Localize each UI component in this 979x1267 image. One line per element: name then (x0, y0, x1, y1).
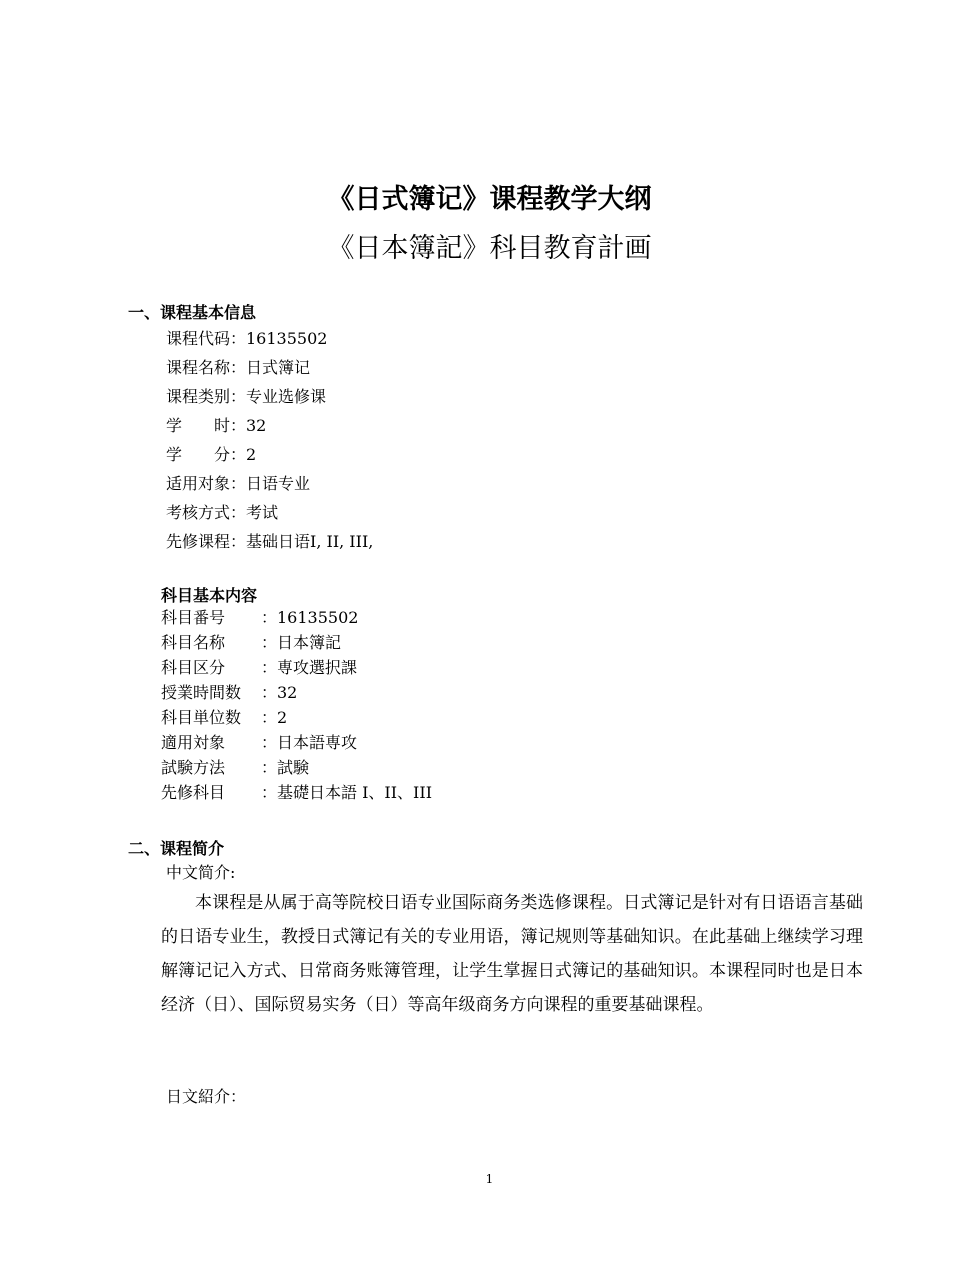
jp-info-row (161, 755, 309, 780)
jp-info-value: ：日本簿記 (261, 633, 342, 652)
jp-info-value: ：専攻選択課 (261, 658, 358, 677)
page-title: 《日式簿记》课程教学大纲 (327, 184, 652, 215)
info-row: 考核方式：考试 (166, 503, 279, 522)
jp-info-label: 授業時間数 (161, 683, 242, 702)
jp-info-label: 科目単位数 (161, 708, 242, 727)
jp-info-row (161, 655, 357, 680)
jp-info-row (161, 780, 432, 805)
info-row: 课程代码：16135502 (166, 329, 328, 348)
section1-jp-heading: 科目基本内容 (161, 586, 258, 605)
jp-info-value: ：日本語専攻 (261, 733, 358, 752)
section2-heading: 二、课程简介 (128, 839, 225, 858)
page-number: 1 (485, 1172, 494, 1186)
jp-info-label: 先修科目 (161, 783, 226, 802)
jp-info-value: ：2 (261, 708, 288, 727)
jp-info-label: 試験方法 (161, 758, 226, 777)
jp-info-value: ：32 (261, 683, 298, 702)
cn-intro-label: 中文简介: (166, 863, 236, 882)
jp-info-label: 科目番号 (161, 608, 226, 627)
jp-info-label: 適用対象 (161, 733, 226, 752)
info-row: 课程名称：日式簿记 (166, 358, 311, 377)
jp-info-label: 科目名称 (161, 633, 226, 652)
page-subtitle: 《日本簿記》科目教育計画 (327, 233, 652, 264)
info-row: 先修课程：基础日语I, II, III, (166, 532, 374, 551)
info-row: 适用对象：日语专业 (166, 474, 311, 493)
section1-heading: 一、课程基本信息 (128, 303, 257, 322)
jp-info-row (161, 680, 297, 705)
jp-info-row (161, 630, 341, 655)
info-row: 学 时：32 (166, 416, 267, 435)
jp-info-label: 科目区分 (161, 658, 226, 677)
jp-info-row (161, 730, 357, 755)
jp-info-value: ：基礎日本語 I、II、III (261, 783, 433, 802)
jp-intro-label: 日文紹介： (166, 1087, 247, 1106)
jp-info-value: ：試験 (261, 758, 310, 777)
info-row: 学 分：2 (166, 445, 257, 464)
cn-intro-paragraph: 本课程是从属于高等院校日语专业国际商务类选修课程。日式簿记是针对有日语语言基础的日语专业生，教授日式簿记有关的专业用语，簿记规则等基础知识。在此基础上继续学习理解簿记记入方式、日常商务账簿管理，让学生掌握日式簿记的基础知识。本课程同时也是日本经济（日）、国际贸易实务（日）等高年级商务方向课程的重要基础课程。 (161, 893, 863, 1015)
jp-info-row (161, 605, 358, 630)
jp-info-row (161, 705, 287, 730)
info-row: 课程类别：专业选修课 (166, 387, 327, 406)
jp-info-value: ：16135502 (261, 608, 359, 627)
